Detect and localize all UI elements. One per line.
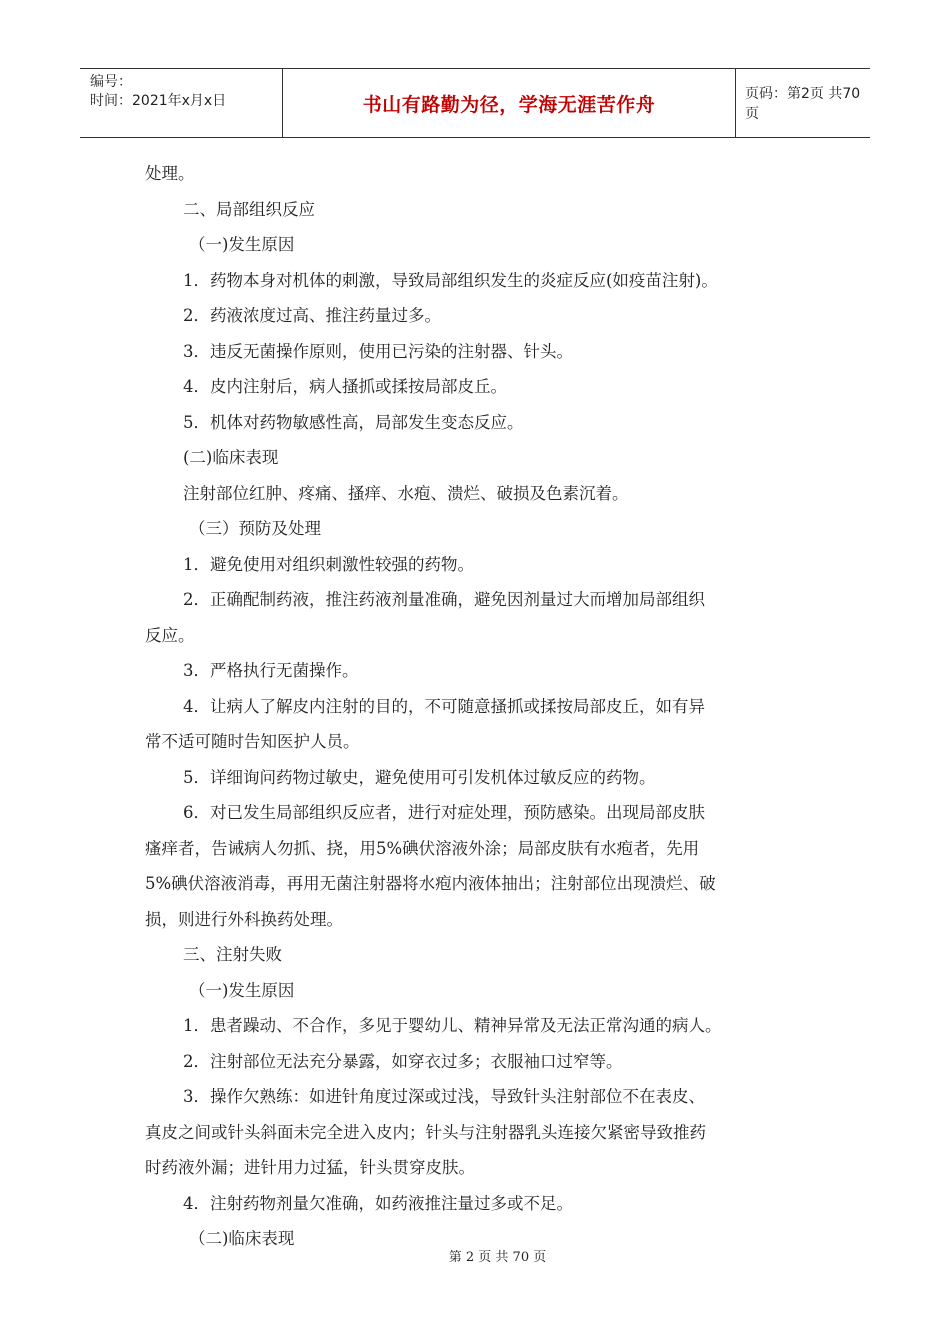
list-item: 3．严格执行无菌操作。 [183,661,359,680]
page-indicator: 页码：第2页 共70页 [745,86,861,122]
list-item: 3．违反无菌操作原则，使用已污染的注射器、针头。 [183,341,573,361]
list-item: 2．药液浓度过高、推注药量过多。 [183,306,441,325]
list-item: 1．患者躁动、不合作，多见于婴幼儿、精神异常及无法正常沟通的病人。 [183,1016,722,1035]
paragraph-line: 注射部位红肿、疼痛、搔痒、水疱、溃烂、破损及色素沉着。 [183,483,629,503]
number-label: 编号： [90,74,132,90]
paragraph-line: 时药液外漏；进针用力过猛，针头贯穿皮肤。 [145,1158,475,1177]
subsection-heading: （一)发生原因 [189,235,295,254]
document-body [145,156,805,1257]
page-footer: 第 2 页 共 70 页 [448,1250,547,1265]
subsection-heading: （一)发生原因 [189,980,295,1000]
list-item: 2．正确配制药液，推注药液剂量准确，避免因剂量过大而增加局部组织 [183,590,705,609]
section-heading: 二、局部组织反应 [183,199,315,219]
list-item: 6．对已发生局部组织反应者，进行对症处理，预防感染。出现局部皮肤 [183,803,705,822]
paragraph-line: 真皮之间或针头斜面未完全进入皮内；针头与注射器乳头连接欠紧密导致推药 [145,1122,706,1142]
list-item: 5．机体对药物敏感性高，局部发生变态反应。 [183,412,524,432]
list-item: 1．药物本身对机体的刺激，导致局部组织发生的炎症反应(如疫苗注射)。 [183,270,718,290]
subsection-heading: （三）预防及处理 [189,519,321,538]
list-item: 4．皮内注射后，病人搔抓或揉按局部皮丘。 [183,377,507,396]
page-header [80,68,870,138]
list-item: 5．详细询问药物过敏史，避免使用可引发机体过敏反应的药物。 [183,767,656,787]
motto: 书山有路勤为径，学海无涯苦作舟 [362,93,656,116]
subsection-heading: （二)临床表现 [189,1229,295,1248]
paragraph-line: 反应。 [145,625,195,645]
header-meta [80,69,282,137]
paragraph-line: 常不适可随时告知医护人员。 [145,732,360,751]
section-heading: 三、注射失败 [183,945,282,964]
paragraph-line: 5%碘伏溶液消毒，再用无菌注射器将水疱内液体抽出；注射部位出现溃烂、破 [145,874,716,893]
header-motto-cell [282,69,736,137]
list-item: 4．注射药物剂量欠准确，如药液推注量过多或不足。 [183,1193,573,1213]
paragraph-line: 损，则进行外科换药处理。 [145,909,343,929]
list-item: 1．避免使用对组织刺激性较强的药物。 [183,554,474,574]
paragraph-line: 处理。 [145,164,195,183]
time-label: 时间：2021年x月x日 [90,93,227,109]
subsection-heading: (二)临床表现 [183,448,279,467]
list-item: 4．让病人了解皮内注射的目的，不可随意搔抓或揉按局部皮丘，如有异 [183,696,705,716]
paragraph-line: 瘙痒者，告诫病人勿抓、挠，用5%碘伏溶液外涂；局部皮肤有水疱者，先用 [145,838,700,858]
list-item: 2．注射部位无法充分暴露，如穿衣过多；衣服袖口过窄等。 [183,1051,623,1071]
list-item: 3．操作欠熟练：如进针角度过深或过浅，导致针头注射部位不在表皮、 [183,1087,705,1106]
